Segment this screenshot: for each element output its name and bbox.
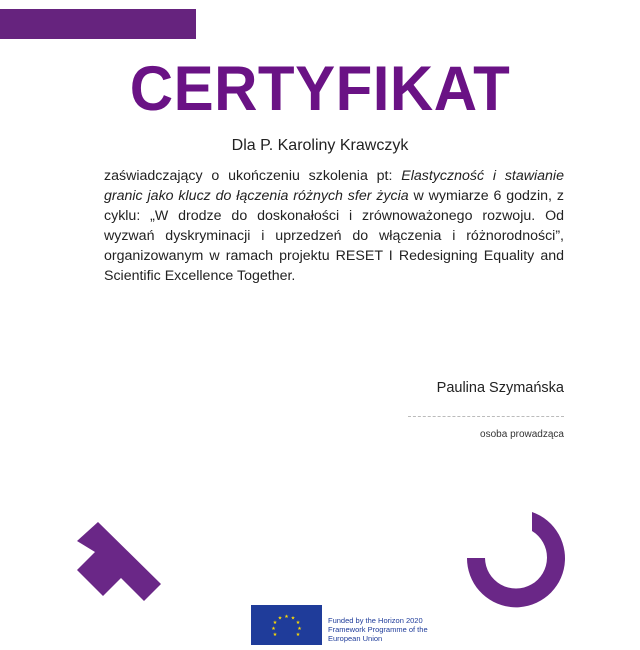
svg-text:★: ★ [297, 626, 302, 632]
funding-line: Funded by the Horizon 2020 [328, 616, 423, 625]
svg-text:★: ★ [277, 615, 283, 622]
funding-line: Framework Programme of the [328, 625, 428, 634]
svg-text:★: ★ [271, 626, 276, 632]
recipient-name: Dla P. Karoliny Krawczyk [231, 137, 409, 154]
decorative-arc-icon [450, 500, 580, 610]
body-rest: w wymiarze 6 godzin, z cyklu: „W drodze do doskonałości i zrównoważonego rozwoju. Od wyzwań dyskryminacji i uprzedzeń do włączenia i różnorodności”, organizowanym w ramach projektu RESET I Redesigning Equality and Scientific Excellence Together. [104, 188, 564, 284]
svg-text:★: ★ [272, 632, 278, 638]
signer-role: osoba prowadząca [480, 429, 564, 440]
svg-text:★: ★ [295, 632, 301, 638]
certificate-body [104, 166, 564, 286]
eu-flag-icon [251, 605, 322, 645]
decorative-top-bar [0, 9, 196, 39]
svg-text:★: ★ [272, 620, 278, 626]
body-intro: zaświadczający o ukończeniu szkolenia pt: [104, 168, 402, 184]
funding-line: European Union [328, 634, 383, 643]
svg-text:★: ★ [284, 614, 289, 620]
funding-statement [328, 616, 428, 643]
decorative-t-shape-icon [60, 500, 180, 610]
svg-text:★: ★ [295, 620, 301, 626]
certificate-title: CERTYFIKAT [129, 53, 511, 124]
course-title: Elastyczność i stawianie granic jako klucz do łączenia różnych sfer życia [104, 168, 564, 204]
svg-text:★: ★ [290, 615, 296, 622]
signature-line [408, 416, 564, 417]
signer-name: Paulina Szymańska [436, 380, 564, 396]
